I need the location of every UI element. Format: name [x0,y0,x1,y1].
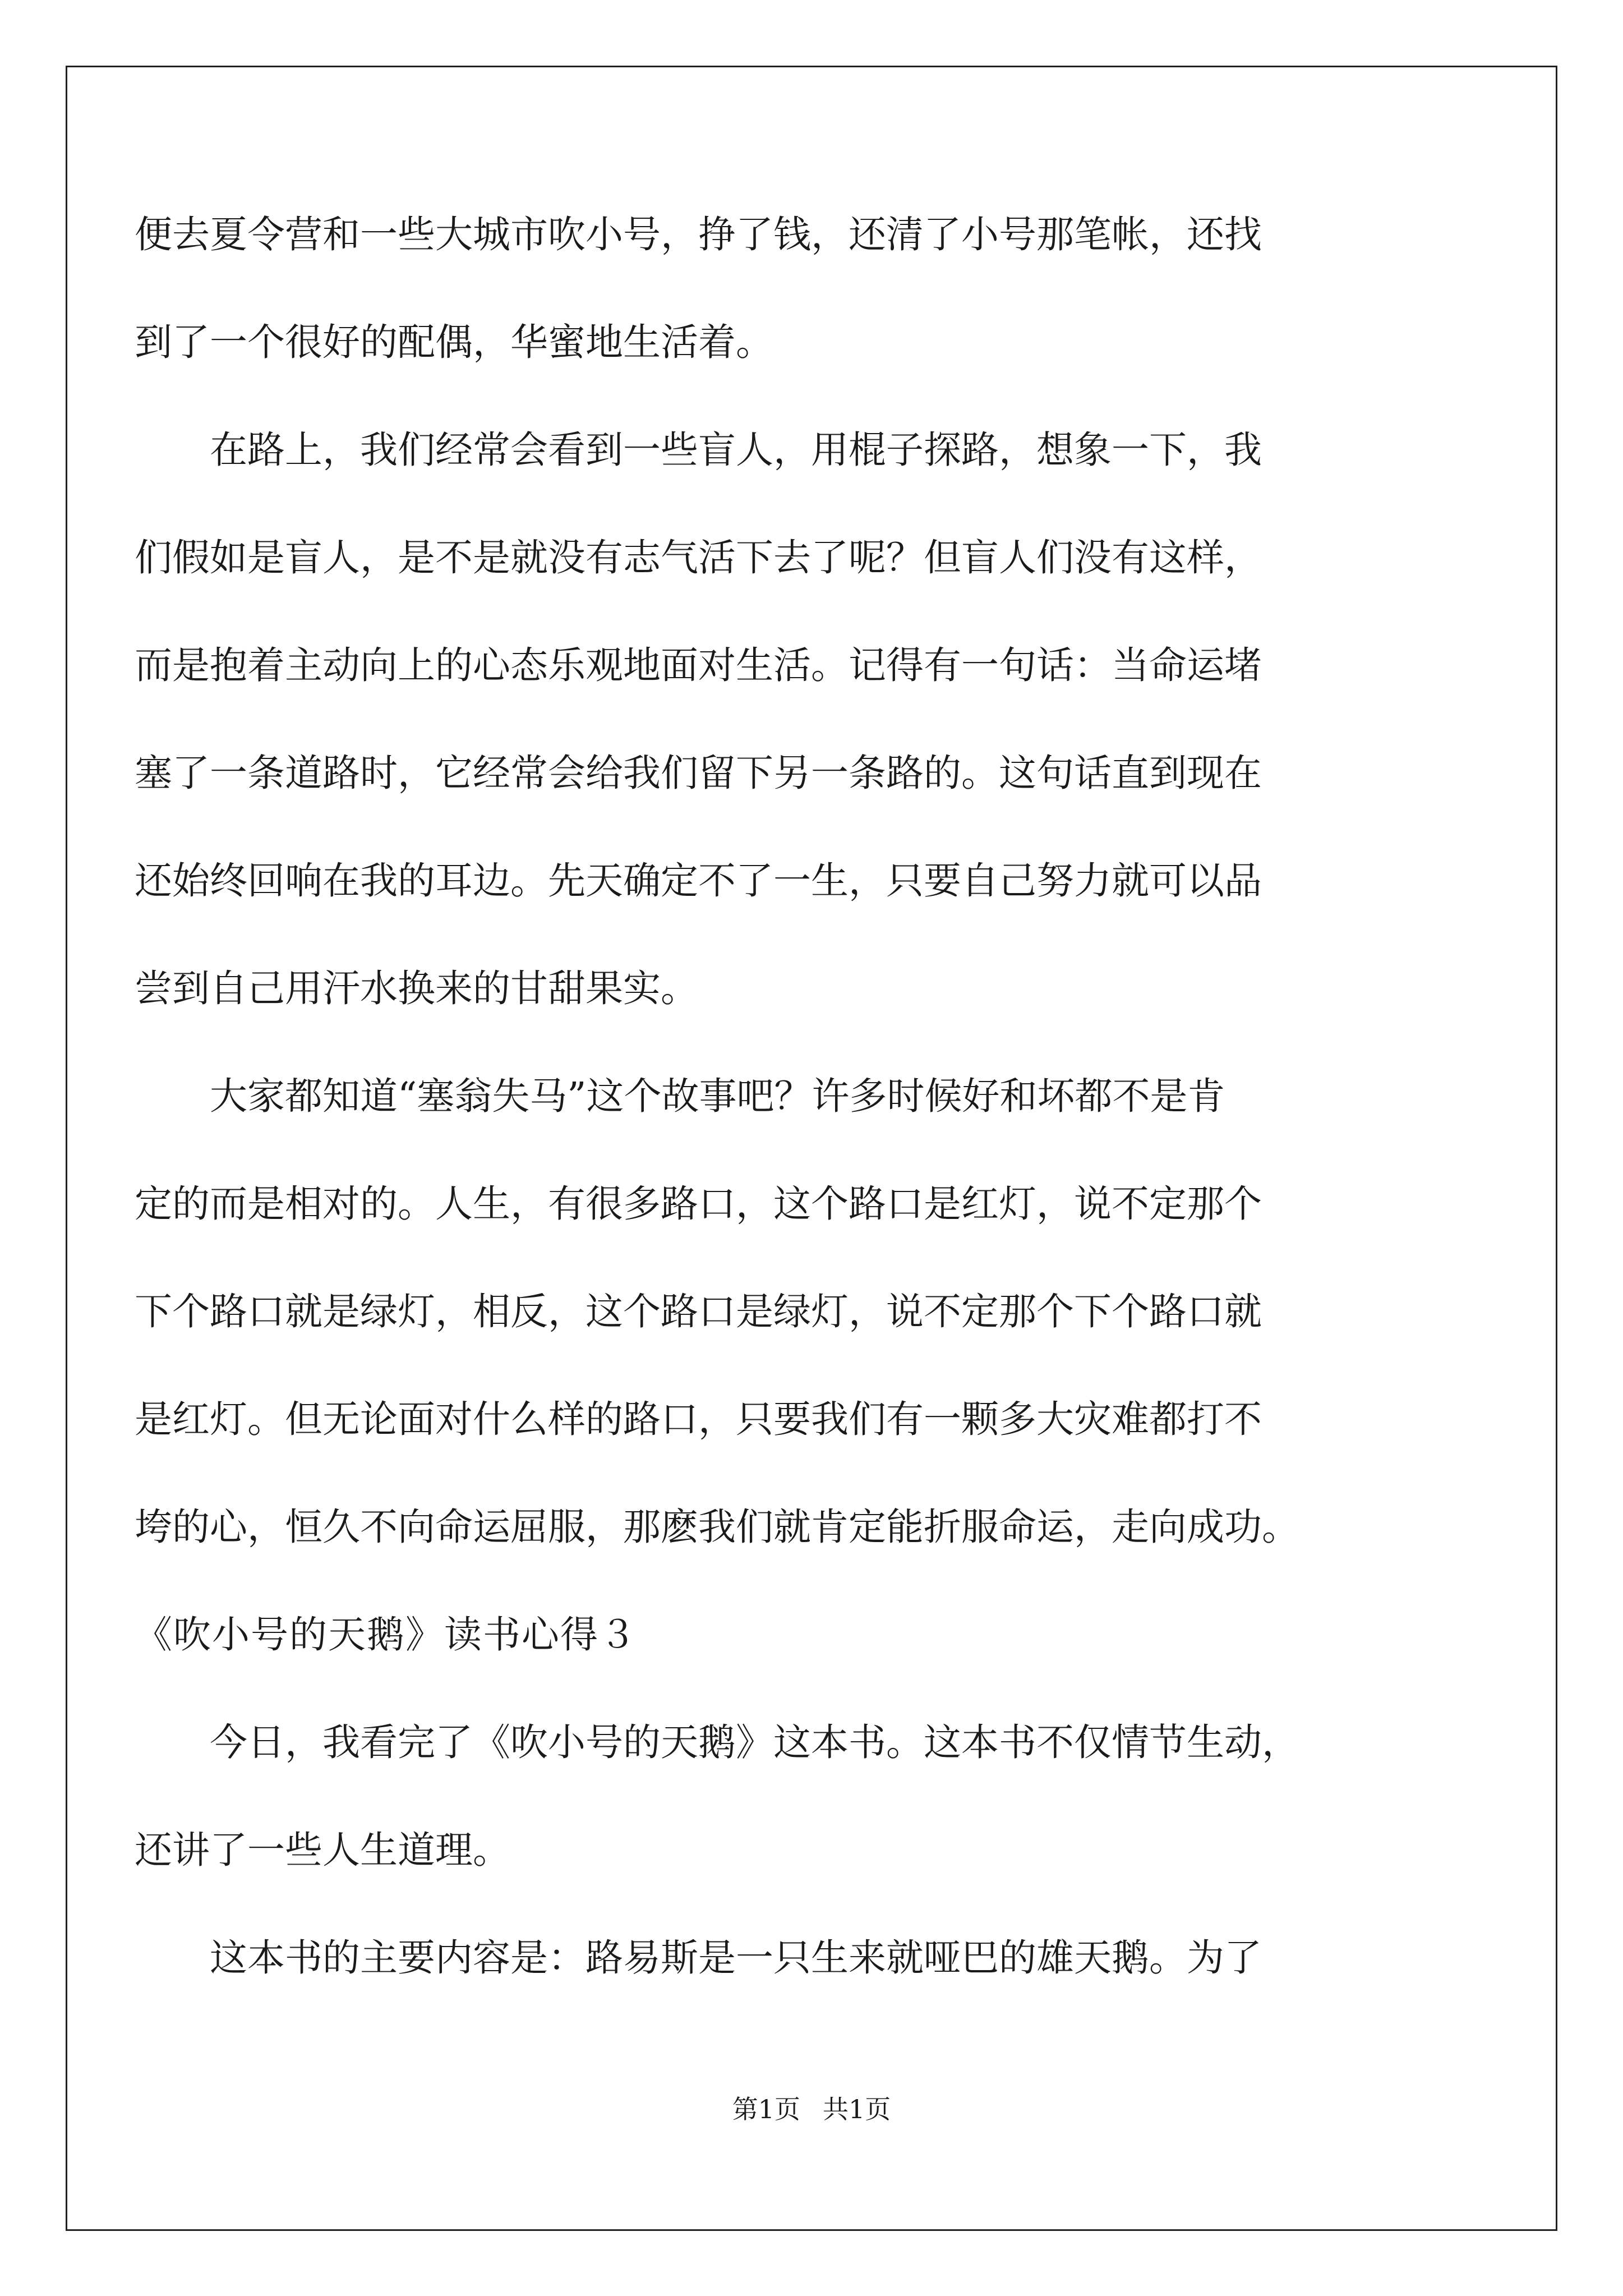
body-line-16: 还讲了一些人生道理。 [135,1828,510,1872]
body-line-10: 定的而是相对的。人生，有很多路口，这个路口是红灯，说不定那个 [135,1182,1262,1226]
page-number-total: 共1页 [823,2094,891,2124]
page-number-current: 第1页 [732,2094,800,2124]
body-line-5: 而是抱着主动向上的心态乐观地面对生活。记得有一句话：当命运堵 [135,643,1262,687]
body-line-17: 这本书的主要内容是：路易斯是一只生来就哑巴的雄天鹅。为了 [210,1936,1262,1980]
page-footer [0,2092,1623,2126]
body-line-2: 到了一个很好的配偶，华蜜地生活着。 [135,320,773,364]
body-line-3: 在路上，我们经常会看到一些盲人，用棍子探路，想象一下，我 [210,428,1262,472]
body-line-6: 塞了一条道路时，它经常会给我们留下另一条路的。这句话直到现在 [135,751,1262,795]
body-line-9: 大家都知道“塞翁失马”这个故事吧？许多时候好和坏都不是肯 [210,1074,1225,1118]
section-heading: 《吹小号的天鹅》读书心得３ [135,1613,638,1657]
body-line-13: 垮的心，恒久不向命运屈服，那麽我们就肯定能折服命运，走向成功。 [135,1505,1299,1549]
body-line-15: 今日，我看完了《吹小号的天鹅》这本书。这本书不仅情节生动， [210,1720,1299,1764]
body-line-1: 便去夏令营和一些大城市吹小号，挣了钱，还清了小号那笔帐，还找 [135,213,1262,256]
body-line-11: 下个路口就是绿灯，相反，这个路口是绿灯，说不定那个下个路口就 [135,1290,1262,1333]
document-body [135,208,1481,2039]
body-line-8: 尝到自己用汗水换来的甘甜果实。 [135,967,698,1010]
body-line-4: 们假如是盲人，是不是就没有志气活下去了呢？但盲人们没有这样， [135,536,1262,579]
body-line-7: 还始终回响在我的耳边。先天确定不了一生，只要自己努力就可以品 [135,859,1262,903]
body-line-12: 是红灯。但无论面对什么样的路口，只要我们有一颗多大灾难都打不 [135,1397,1262,1441]
